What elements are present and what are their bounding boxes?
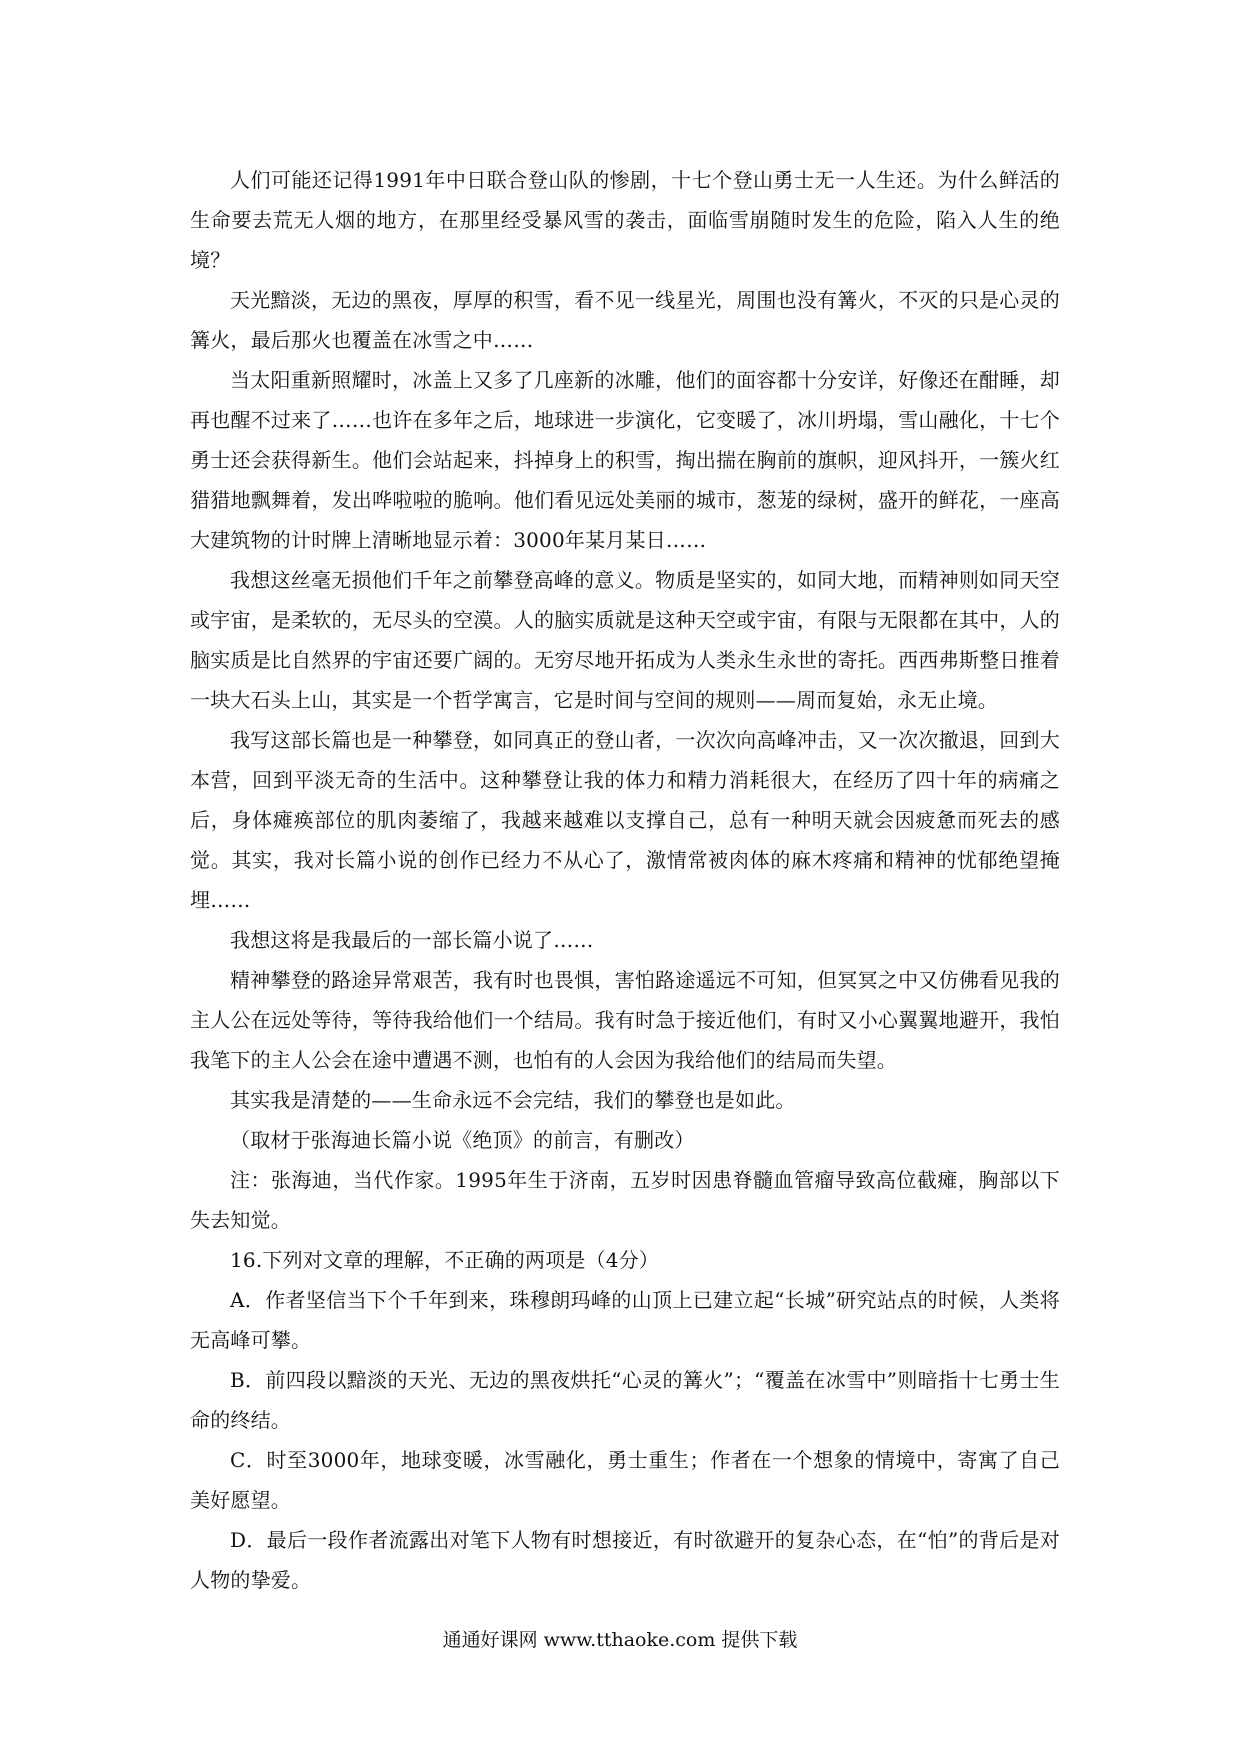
page-footer: 通通好课网 www.tthaoke.com 提供下载 [442,1629,798,1651]
option-a: A．作者坚信当下个千年到来，珠穆朗玛峰的山顶上已建立起“长城”研究站点的时候，人类将无高峰可攀。 [190,1288,1060,1352]
source-note: （取材于张海迪长篇小说《绝顶》的前言，有删改） [230,1128,695,1152]
paragraph-3: 当太阳重新照耀时，冰盖上又多了几座新的冰雕，他们的面容都十分安详，好像还在酣睡，却再也醒不过来了……也许在多年之后，地球进一步演化，它变暖了，冰川坍塌，雪山融化，十七个勇士还会获得新生。他们会站起来，抖掉身上的积雪，掏出揣在胸前的旗帜，迎风抖开，一簇火红猎猎地飘舞着，发出哗啦啦的脆响。他们看见远处美丽的城市，葱茏的绿树，盛开的鲜花，一座高大建筑物的计时牌上清晰地显示着：3000年某月某日…… [190,368,1060,552]
option-b: B．前四段以黯淡的天光、无边的黑夜烘托“心灵的篝火”；“覆盖在冰雪中”则暗指十七勇士生命的终结。 [190,1368,1060,1432]
question-16: 16.下列对文章的理解，不正确的两项是（4分） [230,1248,660,1272]
option-c: C．时至3000年，地球变暖，冰雪融化，勇士重生；作者在一个想象的情境中，寄寓了自己美好愿望。 [190,1448,1060,1512]
paragraph-1: 人们可能还记得1991年中日联合登山队的惨剧，十七个登山勇士无一人生还。为什么鲜活的生命要去荒无人烟的地方，在那里经受暴风雪的袭击，面临雪崩随时发生的危险，陷入人生的绝境？ [190,168,1060,272]
paragraph-2: 天光黯淡，无边的黑夜，厚厚的积雪，看不见一线星光，周围也没有篝火，不灭的只是心灵的篝火，最后那火也覆盖在冰雪之中…… [190,288,1060,352]
option-d: D．最后一段作者流露出对笔下人物有时想接近，有时欲避开的复杂心态，在“怕”的背后是对人物的挚爱。 [190,1528,1060,1592]
paragraph-4: 我想这丝毫无损他们千年之前攀登高峰的意义。物质是坚实的，如同大地，而精神则如同天空或宇宙，是柔软的，无尽头的空漠。人的脑实质就是这种天空或宇宙，有限与无限都在其中，人的脑实质是比自然界的宇宙还要广阔的。无穷尽地开拓成为人类永生永世的寄托。西西弗斯整日推着一块大石头上山，其实是一个哲学寓言，它是时间与空间的规则——周而复始，永无止境。 [190,568,1060,712]
paragraph-6: 我想这将是我最后的一部长篇小说了…… [230,928,594,952]
paragraph-8: 其实我是清楚的——生命永远不会完结，我们的攀登也是如此。 [230,1088,796,1112]
paragraph-5: 我写这部长篇也是一种攀登，如同真正的登山者，一次次向高峰冲击，又一次次撤退，回到大本营，回到平淡无奇的生活中。这种攀登让我的体力和精力消耗很大，在经历了四十年的病痛之后，身体瘫痪部位的肌肉萎缩了，我越来越难以支撑自己，总有一种明天就会因疲惫而死去的感觉。其实，我对长篇小说的创作已经力不从心了，激情常被肉体的麻木疼痛和精神的忧郁绝望掩埋…… [190,728,1060,912]
paragraph-7: 精神攀登的路途异常艰苦，我有时也畏惧，害怕路途遥远不可知，但冥冥之中又仿佛看见我的主人公在远处等待，等待我给他们一个结局。我有时急于接近他们，有时又小心翼翼地避开，我怕我笔下的主人公会在途中遭遇不测，也怕有的人会因为我给他们的结局而失望。 [190,968,1060,1072]
author-note: 注：张海迪，当代作家。1995年生于济南，五岁时因患脊髓血管瘤导致高位截瘫，胸部以下失去知觉。 [190,1168,1060,1232]
document-body [190,160,1060,1600]
